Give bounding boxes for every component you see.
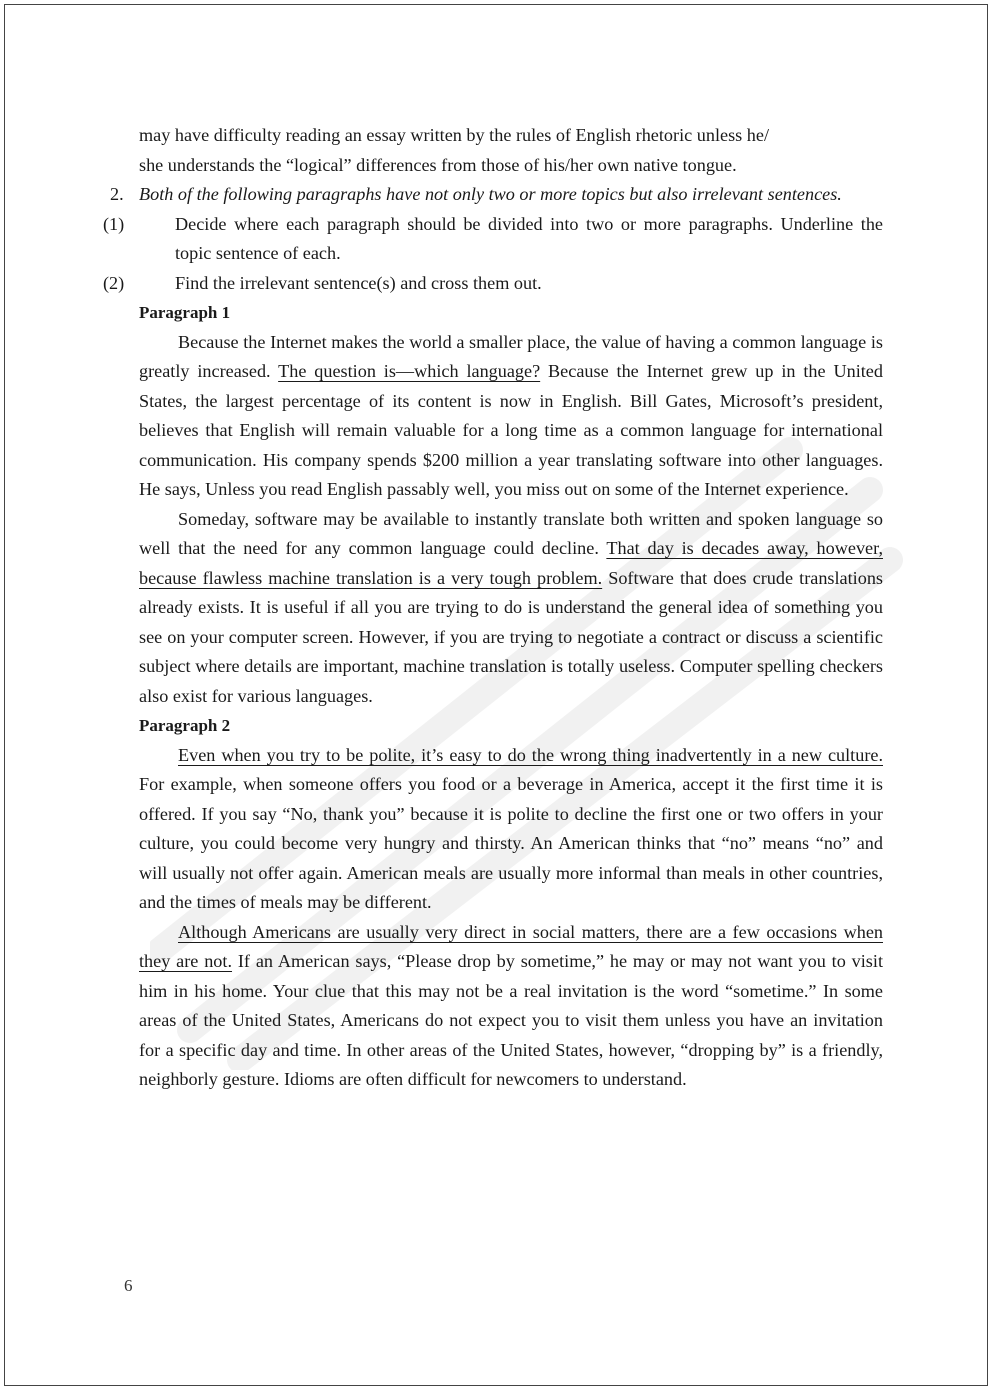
p1-2-text-b: Software that does crude translations already exists. It is useful if all you are trying to do is understand the general idea of something you see on your computer screen. However, if you are trying to negotiate a contract or discuss a scientific subject where details are important, machine translation is totally useless. Computer spelling checkers also exist for various languages. bbox=[139, 567, 883, 706]
question-number: 2. bbox=[110, 184, 124, 204]
paragraph-2-heading: Paragraph 2 bbox=[139, 716, 231, 735]
p1-text-a: Because the Internet makes the world a smaller place, the value of having a common language is greatly increased. bbox=[139, 331, 883, 381]
intro-line-2: she understands the “logical” differences from those of his/her own native tongue. bbox=[139, 154, 737, 175]
p2-2-topic-sentence: Although Americans are usually very direct in social matters, there are a few occasions when they are not. bbox=[139, 921, 883, 971]
sub-item-1-text: Decide where each paragraph should be divided into two or more paragraphs. Underline the topic sentence of each. bbox=[175, 213, 883, 263]
page-number: 6 bbox=[124, 1276, 133, 1295]
sub-item-2-text: Find the irrelevant sentence(s) and cross them out. bbox=[175, 272, 542, 293]
sub-item-1-number: (1) bbox=[103, 213, 125, 234]
p1-topic-sentence: The question is—which language? bbox=[278, 361, 541, 381]
p2-topic-sentence: Even when you try to be polite, it’s easy to do the wrong thing inadvertently in a new culture. bbox=[178, 744, 883, 765]
paragraph-2-body-1 bbox=[139, 741, 883, 918]
paragraph-1-body-2 bbox=[139, 505, 883, 712]
paragraph-1-body-1 bbox=[139, 328, 883, 505]
question-text: Both of the following paragraphs have not only two or more topics but also irrelevant sentences. bbox=[139, 184, 842, 204]
sub-item-2-number: (2) bbox=[103, 272, 125, 293]
p1-text-b: Because the Internet grew up in the United States, the largest percentage of its content is now in English. Bill Gates, Microsoft’s president, believes that English will remain valuable for a long time as a common language for international communication. His company spends $200 million a year translating software into other languages. He says, Unless you read English passably well, you miss out on some of the Internet experience. bbox=[139, 361, 883, 499]
p2-2-text-b: If an American says, “Please drop by sometime,” he may or may not want you to visit him in his home. Your clue that this may not be a real invitation is the word “sometime.” In some areas of the United States, Americans do not expect you to visit them unless you have an invitation for a specific day and time. In other areas of the United States, however, “dropping by” is a friendly, neighborly gesture. Idioms are often difficult for newcomers to understand. bbox=[139, 951, 883, 1089]
p1-2-text-a: Someday, software may be available to instantly translate both written and spoken language so well that the need for any common language could decline. bbox=[139, 508, 883, 558]
sub-item-2 bbox=[103, 269, 883, 299]
intro-line-1: may have difficulty reading an essay written by the rules of English rhetoric unless he/ bbox=[139, 125, 769, 145]
paragraph-1-heading: Paragraph 1 bbox=[139, 303, 231, 322]
p2-text-b: For example, when someone offers you food or a beverage in America, accept it the first time it is offered. If you say “No, thank you” because it is polite to decline the first one or two offers in your culture, you could become very hungry and thirsty. An American thinks that “no” means “no” and will usually not offer again. American meals are usually more informal than meals in other countries, and the times of meals may be different. bbox=[139, 774, 883, 912]
sub-item-1 bbox=[103, 210, 883, 269]
question-2 bbox=[110, 180, 883, 210]
p1-2-topic-sentence: That day is decades away, however, because flawless machine translation is a very tough problem. bbox=[139, 538, 883, 588]
paragraph-2-body-2 bbox=[139, 918, 883, 1095]
document-body bbox=[103, 121, 883, 1095]
